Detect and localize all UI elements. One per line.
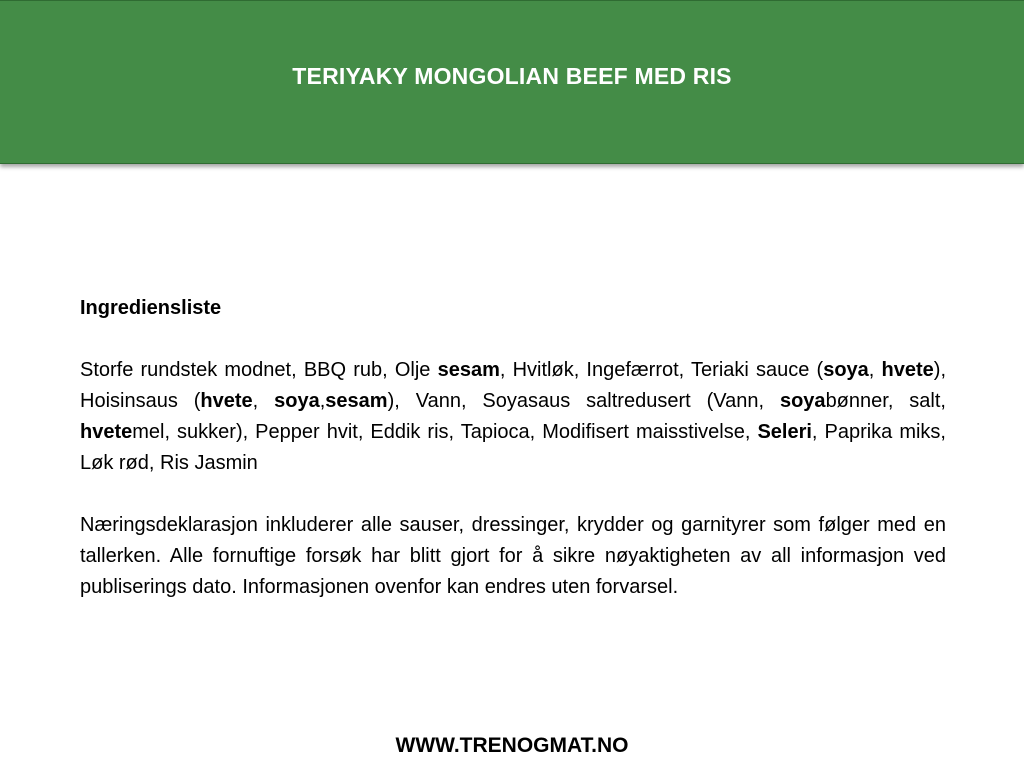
- allergen-text: soya: [779, 390, 826, 412]
- ingredient-text: ,: [868, 359, 882, 381]
- allergen-text: sesam: [437, 359, 500, 381]
- allergen-text: Seleri: [757, 421, 812, 443]
- nutrition-disclaimer: Næringsdeklarasjon inkluderer alle sauser, dressinger, krydder og garnityrer som følger med en tallerken. Alle fornuftige forsøk har blitt gjort for å sikre nøyaktigheten av all informasjon ved publiserings dato. Informasjonen ovenfor kan endres uten forvarsel.: [80, 514, 946, 598]
- page-title: TERIYAKY MONGOLIAN BEEF MED RIS: [292, 63, 732, 89]
- ingredient-text: ), Hoisinsaus (: [80, 359, 946, 412]
- allergen-text: hvete: [80, 421, 133, 443]
- ingredient-text: , Paprika miks, Løk rød, Ris Jasmin: [80, 421, 946, 474]
- ingredient-text: bønner, salt,: [825, 390, 946, 412]
- allergen-text: hvete: [200, 390, 253, 412]
- ingredient-text: ,: [319, 390, 326, 412]
- ingredients-heading: Ingrediensliste: [80, 297, 222, 319]
- header-band: [0, 0, 1024, 164]
- ingredients-list: [80, 355, 946, 479]
- ingredient-text: ), Vann, Soyasaus saltredusert (Vann,: [387, 390, 780, 412]
- ingredient-text: mel, sukker), Pepper hvit, Eddik ris, Tapioca, Modifisert maisstivelse,: [132, 421, 758, 443]
- ingredient-text: , Hvitløk, Ingefærrot, Teriaki sauce (: [499, 359, 824, 381]
- allergen-text: hvete: [881, 359, 934, 381]
- ingredient-text: ,: [252, 390, 275, 412]
- allergen-text: soya: [274, 390, 320, 412]
- website-url: WWW.TRENOGMAT.NO: [395, 734, 629, 757]
- allergen-text: soya: [823, 359, 869, 381]
- allergen-text: sesam: [325, 390, 388, 412]
- content-area: [80, 293, 946, 603]
- ingredient-text: Storfe rundstek modnet, BBQ rub, Olje: [80, 359, 438, 381]
